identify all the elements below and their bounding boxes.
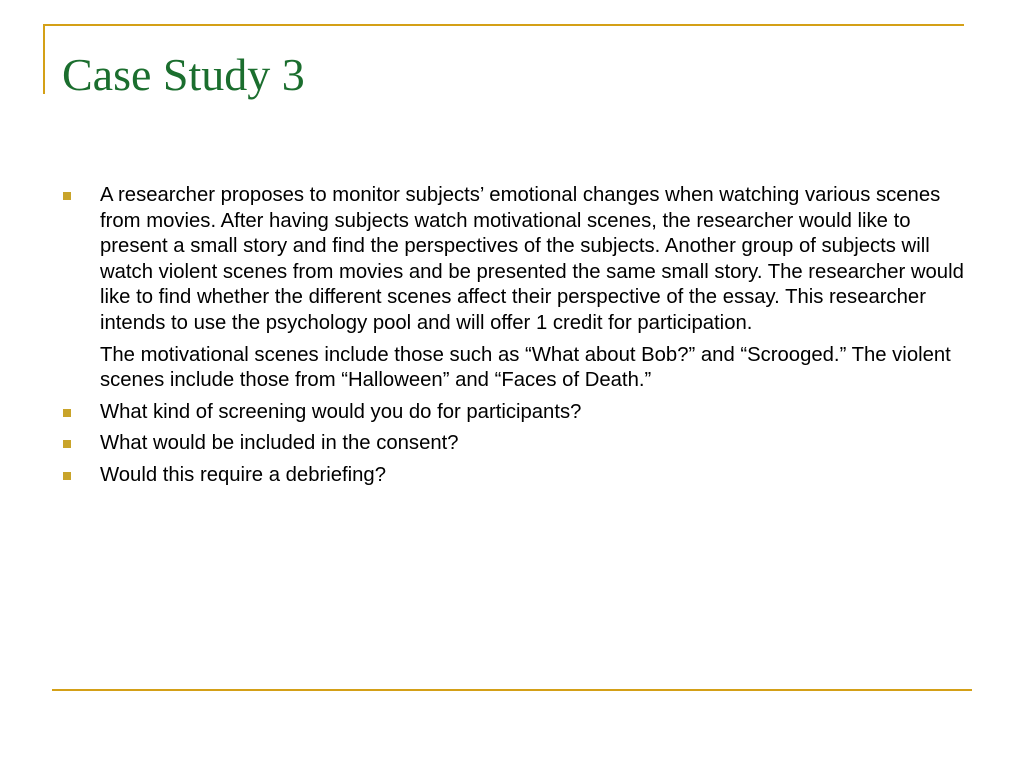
bottom-rule — [52, 689, 972, 691]
square-bullet-icon — [63, 472, 71, 480]
left-rule — [43, 24, 45, 94]
square-bullet-icon — [63, 440, 71, 448]
square-bullet-icon — [63, 192, 71, 200]
slide-title: Case Study 3 — [62, 49, 305, 100]
bullet-item-consent-question — [62, 431, 967, 457]
bullet-paragraph: The motivational scenes include those such as “What about Bob?” and “Scrooged.” The violent scenes include those from “Halloween” and “Faces of Death.” — [100, 343, 951, 392]
bullet-paragraph: What kind of screening would you do for participants? — [100, 400, 582, 423]
bullet-paragraph: Would this require a debriefing? — [100, 463, 386, 486]
top-rule — [43, 24, 964, 26]
bullet-item-screening-question — [62, 400, 967, 426]
bullet-paragraph: A researcher proposes to monitor subjects’ emotional changes when watching various scenes from movies. After having subjects watch motivational scenes, the researcher would like to present a small story and find the perspectives of the subjects. Another group of subjects will watch violent scenes from movies and be presented the same small story. The researcher would like to find whether the different scenes affect their perspective of the essay. This researcher intends to use the psychology pool and will offer 1 credit for participation. — [100, 184, 964, 334]
bullet-list — [62, 183, 967, 495]
square-bullet-icon — [63, 409, 71, 417]
bullet-item-case-description — [62, 183, 967, 394]
bullet-paragraph: What would be included in the consent? — [100, 432, 459, 455]
bullet-item-debriefing-question — [62, 463, 967, 489]
